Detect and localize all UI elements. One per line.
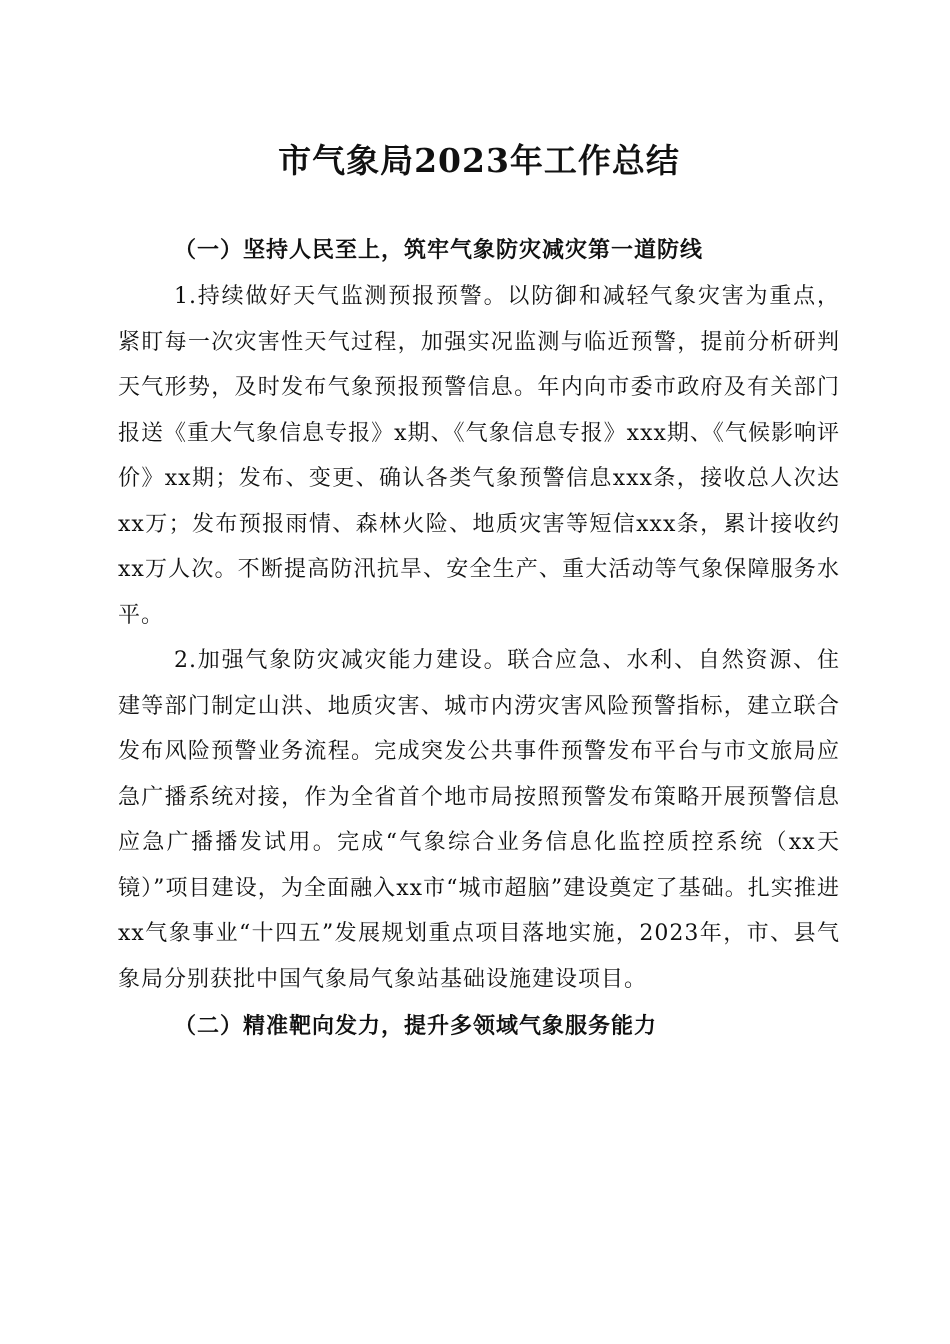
document-title: 市气象局2023年工作总结 (278, 141, 680, 180)
section-heading-1: （一）坚持人民至上，筑牢气象防灾减灾第一道防线 (174, 237, 704, 263)
section-heading-2: （二）精准靶向发力，提升多领域气象服务能力 (174, 1013, 658, 1039)
paragraph-2: 2.加强气象防灾减灾能力建设。联合应急、水利、自然资源、住建等部门制定山洪、地质灾害、城市内涝灾害风险预警指标，建立联合发布风险预警业务流程。完成突发公共事件预警发布平台与市文旅局应急广播系统对接，作为全省首个地市局按照预警发布策略开展预警信息应急广播播发试用。完成“气象综合业务信息化监控质控系统（xx天镜）”项目建设，为全面融入xx市“城市超脑”建设奠定了基础。扎实推进xx气象事业“十四五”发展规划重点项目落地实施，2023年，市、县气象局分别获批中国气象局气象站基础设施建设项目。 (118, 648, 840, 992)
paragraph-1: 1.持续做好天气监测预报预警。以防御和减轻气象灾害为重点，紧盯每一次灾害性天气过程，加强实况监测与临近预警，提前分析研判天气形势，及时发布气象预报预警信息。年内向市委市政府及有关部门报送《重大气象信息专报》x期、《气象信息专报》xxx期、《气候影响评价》xx期；发布、变更、确认各类气象预警信息xxx条，接收总人次达xx万；发布预报雨情、森林火险、地质灾害等短信xxx条，累计接收约xx万人次。不断提高防汛抗旱、安全生产、重大活动等气象保障服务水平。 (118, 284, 840, 628)
